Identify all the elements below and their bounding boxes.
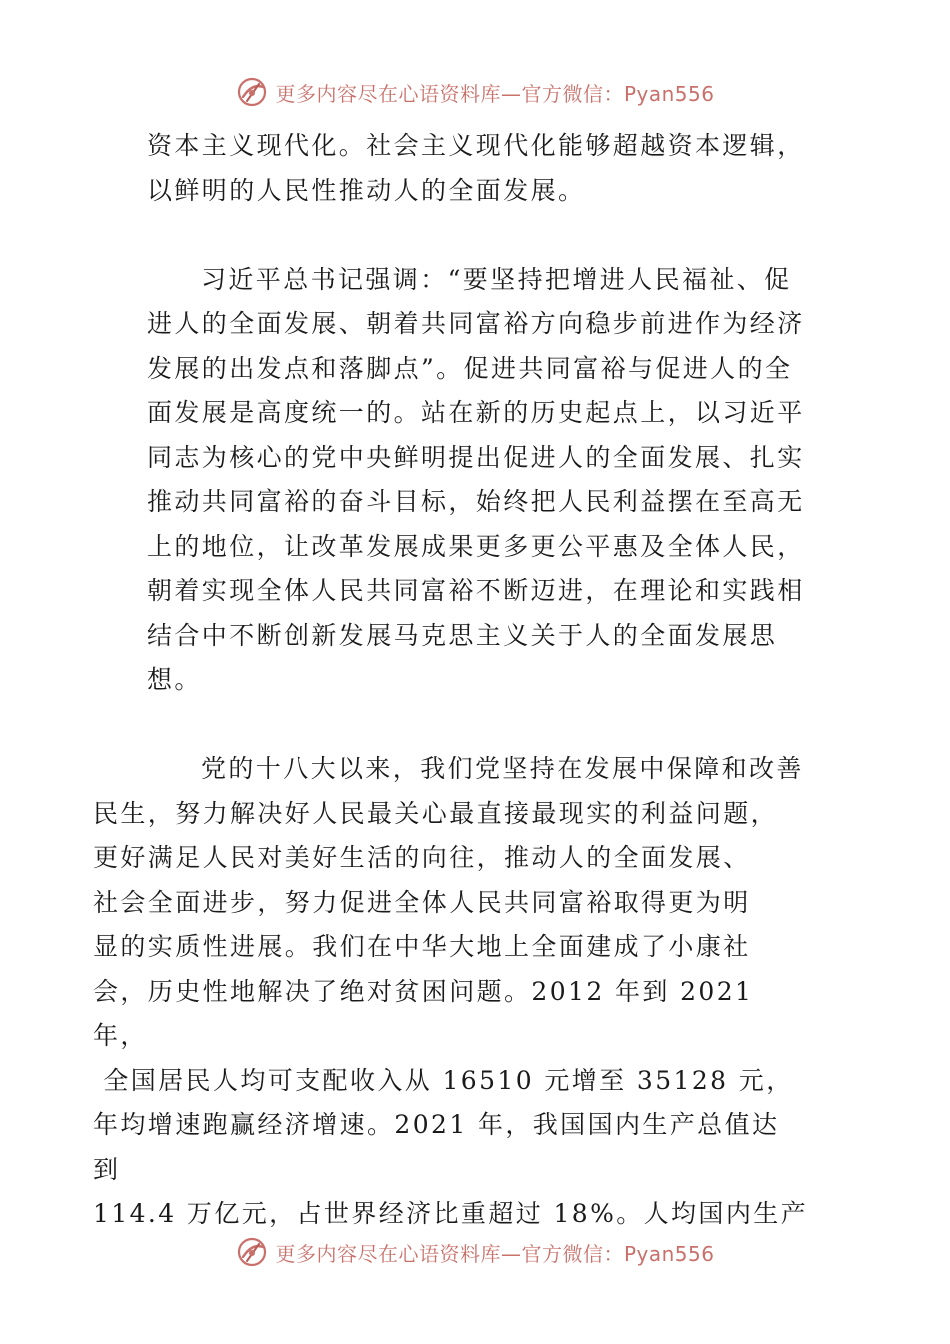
paragraph-3-line: 党的十八大以来，我们党坚持在发展中保障和改善	[201, 754, 804, 783]
paragraph-2: 习近平总书记强调：“要坚持把增进人民福祉、促进人的全面发展、朝着共同富裕方向稳步前进作为经济发展的出发点和落脚点”。促进共同富裕与促进人的全面发展是高度统一的。站在新的历史起点上，以习近平同志为核心的党中央鲜明提出促进人的全面发展、扎实推动共同富裕的奋斗目标，始终把人民利益摆在至高无上的地位，让改革发展成果更多更公平惠及全体人民，朝着实现全体人民共同富裕不断迈进，在理论和实践相结合中不断创新发展马克思主义关于人的全面发展思想。	[147, 264, 805, 694]
paragraph-3-line: 更好满足人民对美好生活的向往，推动人的全面发展、	[93, 843, 751, 872]
footer-watermark	[0, 1232, 950, 1272]
paragraph-3-line: 会，历史性地解决了绝对贫困问题。2012 年到 2021 年，	[93, 976, 754, 1050]
paragraph-3-line: 社会全面进步，努力促进全体人民共同富裕取得更为明	[93, 887, 751, 917]
paragraph-3-line: 全国居民人均可支配收入从 16510 元增至 35128 元，	[93, 1065, 794, 1095]
header-watermark-text: 更多内容尽在心语资料库—官方微信：Pyan556	[275, 81, 715, 106]
paragraph-3-line: 年均增速跑赢经济增速。2021 年，我国国内生产总值达	[93, 1110, 780, 1139]
seal-logo-icon	[235, 1235, 269, 1269]
paragraph-3-line: 民生，努力解决好人民最关心最直接最现实的利益问题，	[93, 798, 779, 828]
header-watermark-inner	[235, 75, 714, 109]
paragraph-3-line: 到	[93, 1154, 121, 1184]
header-watermark	[0, 72, 950, 112]
seal-logo-icon	[235, 75, 269, 109]
paragraph-gap	[147, 703, 812, 748]
paragraph-3-line: 114.4 万亿元，占世界经济比重超过 18%。人均国内生产	[93, 1199, 809, 1228]
paragraph-3-line: 显的实质性进展。我们在中华大地上全面建成了小康社	[93, 932, 751, 961]
paragraph-gap	[147, 213, 812, 258]
document-body	[93, 124, 812, 1237]
paragraph-1: 资本主义现代化。社会主义现代化能够超越资本逻辑，以鲜明的人民性推动人的全面发展。	[147, 131, 805, 205]
footer-watermark-text: 更多内容尽在心语资料库—官方微信：Pyan556	[275, 1241, 715, 1266]
footer-watermark-inner	[235, 1235, 714, 1269]
paragraph-3	[93, 747, 812, 1237]
